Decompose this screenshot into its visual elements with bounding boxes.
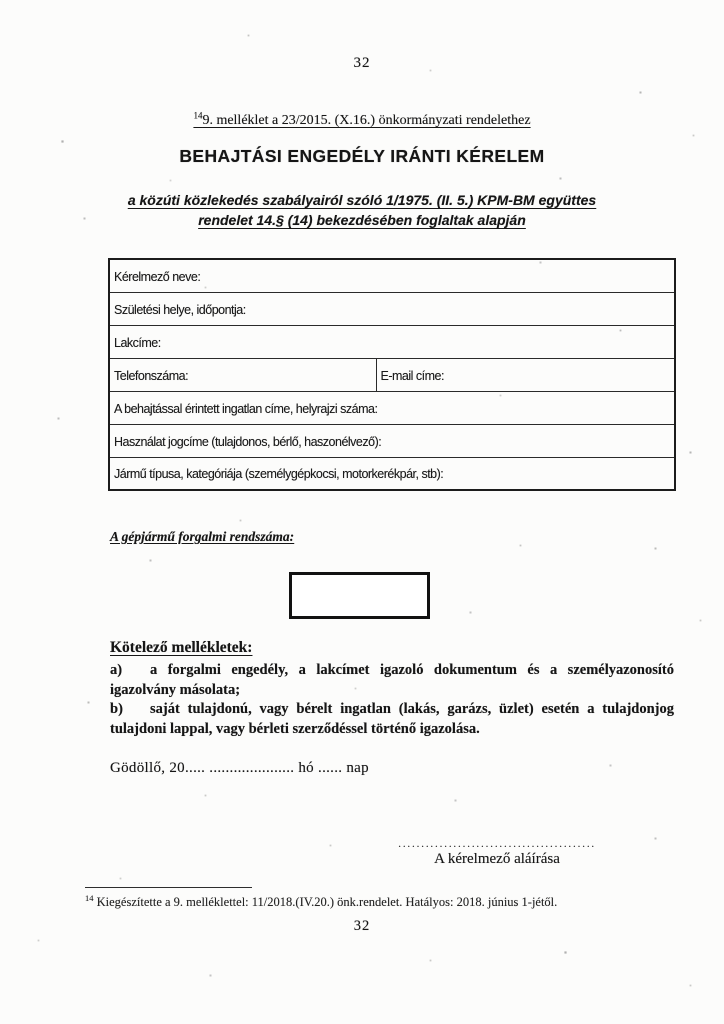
field-birth-place-date: Születési helye, időpontja: (109, 292, 675, 325)
table-row (109, 325, 675, 358)
footnote (85, 893, 645, 910)
table-row (109, 457, 675, 490)
document-title: BEHAJTÁSI ENGEDÉLY IRÁNTI KÉRELEM (179, 146, 545, 166)
attachment-item-b (110, 700, 674, 739)
signature-dotted-line: ........................................... (398, 838, 596, 848)
page-number-top: 32 (353, 55, 371, 71)
table-row (109, 391, 675, 424)
attachment-item-a-marker: a) (110, 662, 123, 678)
field-usage-title: Használat jogcíme (tulajdonos, bérlő, haszonélvező): (109, 424, 675, 457)
footnote-separator (85, 887, 252, 888)
annex-reference-text: 9. melléklet a 23/2015. (X.16.) önkormányzati rendelethez (202, 112, 531, 128)
attachment-item-a (110, 661, 674, 700)
subtitle-line2: rendelet 14.§ (14) bekezdésében foglaltak alapján (198, 211, 526, 228)
page-number-bottom: 32 (353, 918, 371, 934)
signature-block (377, 838, 617, 868)
attachments-heading: Kötelező mellékletek: (110, 639, 253, 656)
plate-number-box (289, 572, 430, 619)
table-row (109, 358, 675, 391)
annex-reference-link (193, 110, 531, 128)
signature-caption: A kérelmező aláírása (434, 851, 560, 867)
footnote-marker-sup: 14 (193, 110, 203, 120)
field-phone-number: Telefonszáma: (109, 358, 376, 391)
subtitle-line1: a közúti közlekedés szabályairól szóló 1/1975. (II. 5.) KPM-BM együttes (127, 192, 597, 208)
document-subtitle (0, 191, 724, 230)
field-email: E-mail címe: (376, 358, 675, 391)
field-address: Lakcíme: (109, 325, 675, 358)
date-line: Gödöllő, 20..... ..................... hó ...... nap (110, 760, 369, 776)
footnote-text: Kiegészítette a 9. melléklettel: 11/2018.(IV.20.) önk.rendelet. Hatályos: 2018. június 1-jétől. (96, 895, 558, 910)
table-row (109, 292, 675, 325)
scan-noise (0, 0, 1, 1)
annex-reference (0, 110, 724, 129)
field-applicant-name: Kérelmező neve: (109, 259, 675, 292)
table-row (109, 259, 675, 292)
footnote-number: 14 (85, 893, 94, 903)
applicant-form-table (108, 258, 676, 491)
table-row (109, 424, 675, 457)
field-vehicle-type: Jármű típusa, kategóriája (személygépkocsi, motorkerékpár, stb): (109, 457, 675, 490)
attachment-item-b-text: saját tulajdonú, vagy bérelt ingatlan (lakás, garázs, üzlet) esetén a tulajdonjog tulajdoni lappal, vagy bérleti szerződéssel történő igazolása. (110, 701, 674, 737)
attachment-item-a-text: a forgalmi engedély, a lakcímet igazoló dokumentum és a személyazonosító igazolvány másolata; (110, 662, 674, 698)
plate-number-label: A gépjármű forgalmi rendszáma: (110, 529, 295, 544)
attachment-item-b-marker: b) (110, 701, 123, 717)
field-property-address: A behajtással érintett ingatlan címe, helyrajzi száma: (109, 391, 675, 424)
